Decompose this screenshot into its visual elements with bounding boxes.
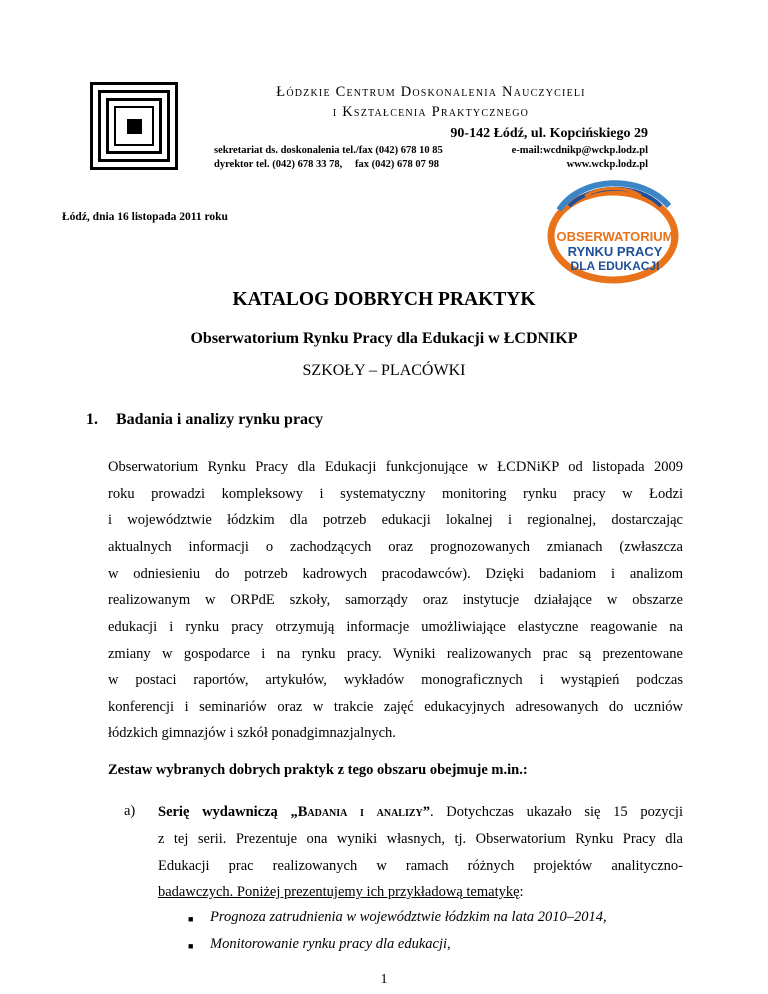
section-title: Badania i analizy rynku pracy	[116, 411, 324, 428]
paragraph-line: konferencji i seminariów oraz w trakcie zajęć edukacyjnych adresowanych do uczniów	[108, 699, 683, 715]
paragraph-line: w postaci raportów, artykułów, wykładów monograficznych i wystąpień podczas	[108, 672, 683, 688]
paragraph-line: realizowanym w ORPdE szkoły, samorządy oraz instytucje działające w obszarze	[108, 592, 683, 608]
org-email: e-mail:wcdnikp@wckp.lodz.pl	[511, 145, 648, 156]
org-name-line2: i Kształcenia Praktycznego	[332, 104, 530, 120]
practices-lead: Zestaw wybranych dobrych praktyk z tego obszaru obejmuje m.in.:	[108, 762, 528, 778]
bullet-icon: ■	[188, 941, 194, 951]
paragraph-line: łódzkich gimnazjów i szkół ponadgimnazjalnych.	[108, 725, 396, 741]
paragraph-line: Obserwatorium Rynku Pracy dla Edukacji funkcjonujące w ŁCDNiKP od listopada 2009	[108, 459, 683, 475]
bullet-icon: ■	[188, 914, 194, 924]
orpde-logo-line3: DLA EDUKACJI	[570, 259, 660, 273]
list-item-line: z tej serii. Prezentuje ona wyniki własnych, tj. Obserwatorium Rynku Pracy dla	[158, 831, 683, 847]
org-fax: fax (042) 678 07 98	[355, 159, 439, 170]
orpde-logo	[541, 166, 681, 290]
director-phone: dyrektor tel. (042) 678 33 78,	[214, 159, 343, 170]
section-heading	[86, 411, 323, 429]
list-item-line	[158, 803, 683, 821]
series-intro: Serię wydawniczą „	[158, 804, 298, 820]
orpde-logo-line1: OBSERWATORIUM	[556, 229, 674, 244]
paragraph-line: roku prowadzi kompleksowy i systematyczny monitoring rynku pracy w Łodzi	[108, 486, 683, 502]
paragraph-line: edukacji i rynku pracy otrzymują informacje umożliwiające elastyczne reagowanie na	[108, 619, 683, 635]
org-website: www.wckp.lodz.pl	[566, 159, 648, 170]
document-subtitle-2: SZKOŁY – PLACÓWKI	[302, 362, 466, 379]
document-subtitle: Obserwatorium Rynku Pracy dla Edukacji w ŁCDNIKP	[190, 330, 578, 347]
paragraph-line: i województwie łódzkim dla potrzeb edukacji lokalnej i regionalnej, dostarczając	[108, 512, 683, 528]
place-date: Łódź, dnia 16 listopada 2011 roku	[62, 211, 228, 223]
series-count: . Dotychczas ukazało się 15 pozycji	[430, 804, 683, 820]
document-title: KATALOG DOBRYCH PRAKTYK	[232, 289, 536, 310]
orpde-logo-graphic	[541, 166, 681, 290]
paragraph-line: aktualnych informacji o zachodzących oraz prognozowanych zmianach (zwłaszcza	[108, 539, 683, 555]
page-number: 1	[380, 972, 388, 987]
org-name-line1: Łódzkie Centrum Doskonalenia Nauczycieli	[276, 84, 586, 100]
examples-colon: :	[519, 884, 524, 900]
list-item-marker: a)	[124, 803, 136, 819]
paragraph-line: zmiany w gospodarce i na rynku pracy. Wyniki realizowanych prac są prezentowane	[108, 646, 683, 662]
bullet-item: Prognoza zatrudnienia w województwie łódzkim na lata 2010–2014,	[210, 909, 607, 925]
org-address: 90-142 Łódź, ul. Kopcińskiego 29	[450, 126, 648, 141]
series-name: Badania i analizy	[297, 804, 423, 820]
section-number: 1.	[86, 411, 98, 428]
list-item-line	[158, 883, 683, 901]
series-quote-close: ”	[422, 804, 430, 820]
bullet-item: Monitorowanie rynku pracy dla edukacji,	[210, 936, 451, 952]
list-item-line: Edukacji prac realizowanych w ramach różnych projektów analityczno-	[158, 858, 683, 874]
secretariat-phone: sekretariat ds. doskonalenia tel./fax (042) 678 10 85	[214, 145, 443, 156]
examples-intro: badawczych. Poniżej prezentujemy ich przykładową tematykę	[158, 884, 520, 900]
paragraph-line: w odniesieniu do potrzeb kadrowych pracodawców). Dzięki badaniom i analizom	[108, 566, 683, 582]
logo-square-core	[127, 119, 142, 134]
orpde-logo-line2: RYNKU PRACY	[567, 244, 663, 259]
